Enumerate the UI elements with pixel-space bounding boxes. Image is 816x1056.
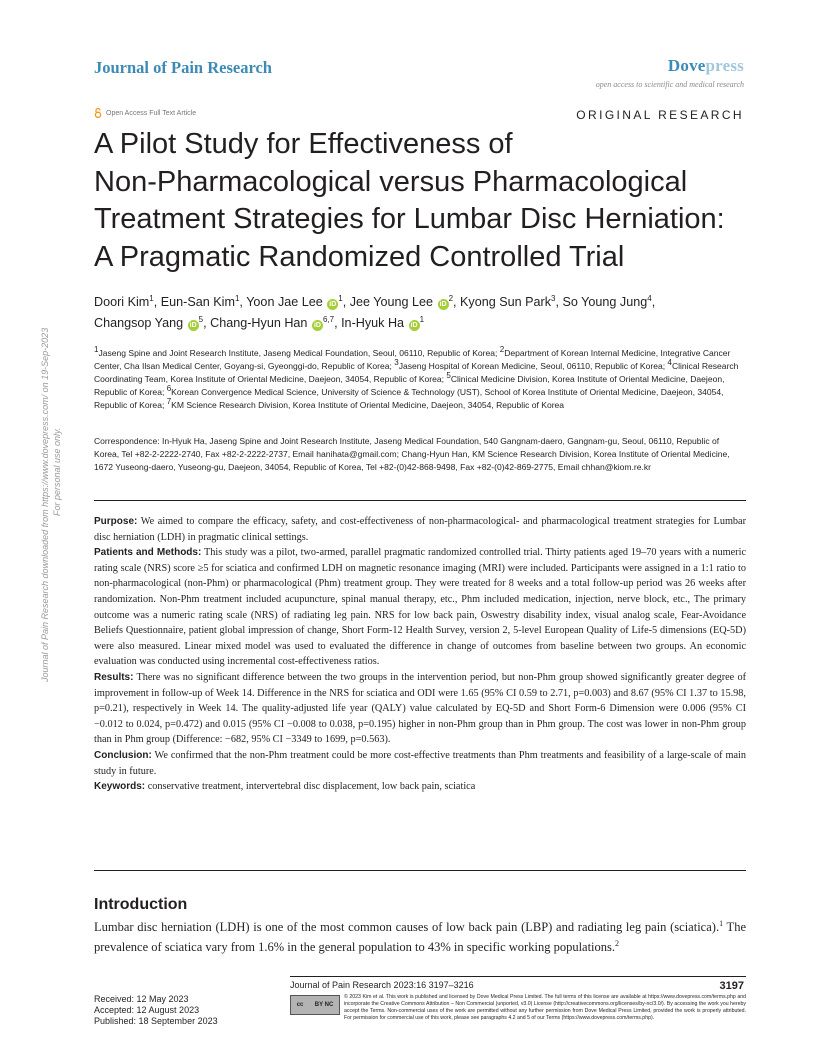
accepted-date: Accepted: 12 August 2023 <box>94 1005 200 1015</box>
author-name: So Young Jung <box>562 295 648 309</box>
abstract-section <box>94 670 746 748</box>
orcid-icon[interactable]: iD <box>313 322 321 329</box>
affiliation-text: Clinical Research Coordinating Team, Korea Institute of Oriental Medicine, Daejeon, 34054, Republic of Korea; <box>94 361 739 385</box>
abstract-section <box>94 514 746 545</box>
author-affiliation-ref: 1 <box>338 293 343 303</box>
cc-icon: cc <box>296 1002 304 1008</box>
orcid-icon[interactable]: iD <box>439 301 447 308</box>
dovepress-logo[interactable] <box>668 56 744 76</box>
title-line: Non-Pharmacological versus Pharmacological <box>94 165 688 198</box>
abstract <box>94 514 746 795</box>
affiliation-number: 1 <box>94 345 99 355</box>
affiliation-number: 6 <box>166 384 172 394</box>
correspondence: Correspondence: In-Hyuk Ha, Jaseng Spine and Joint Research Institute, Jaseng Medical Foundation, 540 Gangnam-daero, Gangnam-gu, Seoul, 06110, Republic of Korea, Tel +82-2-2222-2740, Fax +82-2-2222-2737, Email hanihata@gmail.com; Chang-Hyun Han, KM Science Research Division, Korea Institute of Oriental Medicine, 1672 Yuseong-daero, Yuseong-gu, Daejeon, 34054, Republic of Korea, Tel +82-(0)42-868-9498, Fax +82-(0)42-869-2775, Email chhan@kiom.re.kr <box>94 436 730 473</box>
footer-rule <box>290 976 746 977</box>
affiliation-number: 5 <box>446 371 451 381</box>
abstract-section-text: We aimed to compare the efficacy, safety, and cost-effectiveness of non-pharmacological- and pharmacological treatment strategies for Lumbar disc herniation (LDH) in pragmatic clinical settings. <box>94 516 746 543</box>
open-access-text: Open Access Full Text Article <box>106 109 197 117</box>
abstract-section-text: This study was a pilot, two-armed, parallel pragmatic randomized controlled trial. Thirty patients aged 19–70 years with a numeric rating scale (NRS) score ≥5 for sciatica and confirmed LDH on magnetic resonance imaging (MRI) were included. Participants were assigned in a 1:1 ratio to non-pharmacological (non-Phm) or pharmacological (Phm) treatment group. They were treated for 8 weeks and a total follow-up period was 26 weeks after randomization. Non-Phm treatment included acupuncture, spinal manual therapy, etc., Phm included medication, injection, nerve block, etc., The primary outcome was a numeric rating scale (NRS) of radiating leg pain. NRS for low back pain, Oswestry disability index, visual analog scale, Fear-Avoidance Beliefs Questionnaire, patient global impression of change, Short Form-12 Health Survey, version 2, 5-level European Quality of Life-5 dimensions (EQ-5D) were also measured. Linear mixed model was used to evaluated the difference in change of outcomes from baseline between two groups. An economic evaluation was conducted using incremental cost-effectiveness ratios. <box>94 547 746 668</box>
article-category: ORIGINAL RESEARCH <box>576 108 744 122</box>
affiliation-text: Jaseng Hospital of Korean Medicine, Seoul, 06110, Republic of Korea; <box>398 361 668 372</box>
reference-2[interactable]: 2 <box>615 938 620 948</box>
affiliation-text: Jaseng Spine and Joint Research Institute, Jaseng Medical Foundation, Seoul, 06110, Republic of Korea; <box>98 348 500 358</box>
introduction-text: Lumbar disc herniation (LDH) is one of the most common causes of low back pain (LBP) and radiating leg pain (sciatica).$^1$ The prevalence of sciatica vary from 1.6% in the general population to 43% in specific working populations.$^2$ <box>94 918 746 954</box>
author-affiliation-ref: 4 <box>647 293 652 303</box>
abstract-section <box>94 545 746 670</box>
affiliation-number: 7 <box>166 397 172 407</box>
author-affiliation-ref: 3 <box>551 293 556 303</box>
abstract-section-text: conservative treatment, intervertebral disc displacement, low back pain, sciatica <box>145 781 476 793</box>
introduction-heading: Introduction <box>94 896 188 913</box>
article-title <box>94 126 754 276</box>
open-access-label <box>94 108 196 118</box>
affiliation-number: 2 <box>499 345 505 355</box>
affiliations <box>94 347 746 412</box>
license-text: © 2023 Kim et al. This work is published and licensed by Dove Medical Press Limited. The full terms of this license are available at https://www.dovepress.com/terms.php and incorporate the Creative Commons Attribution – Non Commercial (unported, v3.0) License (http://creativecommons.org/licenses/by-nc/3.0/). By accessing the work you hereby accept the Terms. Non-commercial uses of the work are permitted without any further permission from Dove Medical Press Limited, provided the work is properly attributed. For permission for commercial use of this work, please see paragraphs 4.2 and 5 of our Terms (https://www.dovepress.com/terms.php). <box>344 994 746 1021</box>
author-affiliation-ref: 2 <box>448 293 454 303</box>
author-name: Chang-Hyun Han <box>210 316 308 330</box>
title-line: A Pilot Study for Effectiveness of <box>94 128 513 160</box>
author-affiliation-ref: 1 <box>149 293 154 303</box>
abstract-section-label: Results: <box>94 671 134 683</box>
cc-license-badge[interactable] <box>290 995 340 1015</box>
brand-accent: press <box>705 56 744 75</box>
author-affiliation-ref: 1 <box>419 314 425 324</box>
brand-main: Dove <box>667 56 706 75</box>
abstract-section-label: Patients and Methods: <box>94 547 202 559</box>
title-line: A Pragmatic Randomized Controlled Trial <box>94 240 625 273</box>
abstract-section-label: Keywords: <box>94 781 146 793</box>
page-number: 3197 <box>719 980 744 992</box>
author-name: Eun-San Kim <box>160 295 235 309</box>
abstract-section <box>94 748 746 779</box>
affiliation-text: KM Science Research Division, Korea Institute of Oriental Medicine, Daejeon, 34054, Republic of Korea <box>171 400 565 411</box>
abstract-section <box>94 779 746 795</box>
journal-name[interactable]: Journal of Pain Research <box>94 58 272 77</box>
abstract-section-text: We confirmed that the non-Phm treatment could be more cost-effective treatments than Phm treatments and feasibility of a large-scale of main study in future. <box>94 749 746 777</box>
divider-top <box>94 500 746 501</box>
abstract-section-label: Purpose: <box>94 516 138 527</box>
reference-1[interactable]: 1 <box>719 918 724 928</box>
download-notice <box>22 246 82 686</box>
author-name: Yoon Jae Lee <box>246 295 323 309</box>
author-name: Jee Young Lee <box>349 295 434 309</box>
abstract-section-label: Conclusion: <box>94 749 152 761</box>
author-name: Changsop Yang <box>94 316 184 330</box>
abstract-section-text: There was no significant difference between the two groups in the intervention period, but non-Phm group showed significantly greater degree of improvement in follow-up of Week 14. Difference in the NRS for sciatica and ODI were 1.65 (95% CI 0.59 to 2.71, p=0.003) and 8.67 (95% CI 1.37 to 15.98, p=0.21), respectively in Week 14. The quality-adjusted life year (QALY) value calculated by EQ-5D and Short Form-6 Dimension were 0.006 (95% CI −0.012 to 0.024, p=0.472) and 0.015 (95% CI −0.008 to 0.038, p=0.195) higher in non-Phm group than in Phm group. The cost was lower in non-Phm group than in Phm group (Difference: −682, 95% CI −3349 to 1699, p=0.563). <box>94 671 746 746</box>
by-nc-icon: BY NC <box>314 1002 334 1008</box>
received-date: Received: 12 May 2023 <box>94 994 189 1004</box>
affiliation-text: Clinical Medicine Division, Korea Institute of Oriental Medicine, Daejeon, Republic of Korea; <box>94 374 725 398</box>
brand-tagline: open access to scientific and medical research <box>595 80 744 89</box>
author-affiliation-ref: 1 <box>234 293 240 303</box>
divider-bottom <box>94 870 746 871</box>
download-notice-line2: For personal use only. <box>52 427 62 516</box>
footer-journal-reference: Journal of Pain Research 2023:16 3197–3216 <box>290 980 474 990</box>
affiliation-text: Department of Korean Internal Medicine, Integrative Cancer Center, Cha Ilsan Medical Center, Goyang-si, Gyeonggi-do, Republic of Korea; <box>94 348 731 372</box>
affiliation-text: Korean Convergence Medical Science, University of Science & Technology (UST), School of Korea Institute of Oriental Medicine, Daejeon, 34054, Republic of Korea; <box>94 387 724 411</box>
affiliation-number: 4 <box>667 358 672 368</box>
author-list: Doori Kim$^1$, Eun-San Kim$^1$, Yoon Jae Lee $iD^1$, Jee Young Lee $iD^2$, Kyong Sun Park$^3$, So Young Jung$^4$, Changsop Yang $iD^5$, Chang-Hyun Han iD$^{6,7}$, In-Hyuk Ha $iD^1$ <box>94 293 656 330</box>
author-name: Doori Kim <box>94 295 150 309</box>
orcid-icon[interactable]: iD <box>189 322 197 329</box>
affiliation-number: 3 <box>394 358 399 368</box>
article-dates <box>94 994 218 1027</box>
author-affiliation-ref: 5 <box>198 314 204 324</box>
author-affiliation-ref: 6,7 <box>322 314 335 324</box>
orcid-icon[interactable]: iD <box>410 322 418 329</box>
published-date: Published: 18 September 2023 <box>94 1016 218 1026</box>
open-lock-icon <box>94 108 102 118</box>
title-line: Treatment Strategies for Lumbar Disc Herniation: <box>94 203 725 235</box>
author-name: In-Hyuk Ha <box>341 316 405 330</box>
download-notice-line1: Journal of Pain Research downloaded from https://www.dovepress.com/ on 19-Sep-2023 <box>40 327 50 682</box>
orcid-icon[interactable]: iD <box>329 301 337 308</box>
author-name: Kyong Sun Park <box>460 295 552 309</box>
